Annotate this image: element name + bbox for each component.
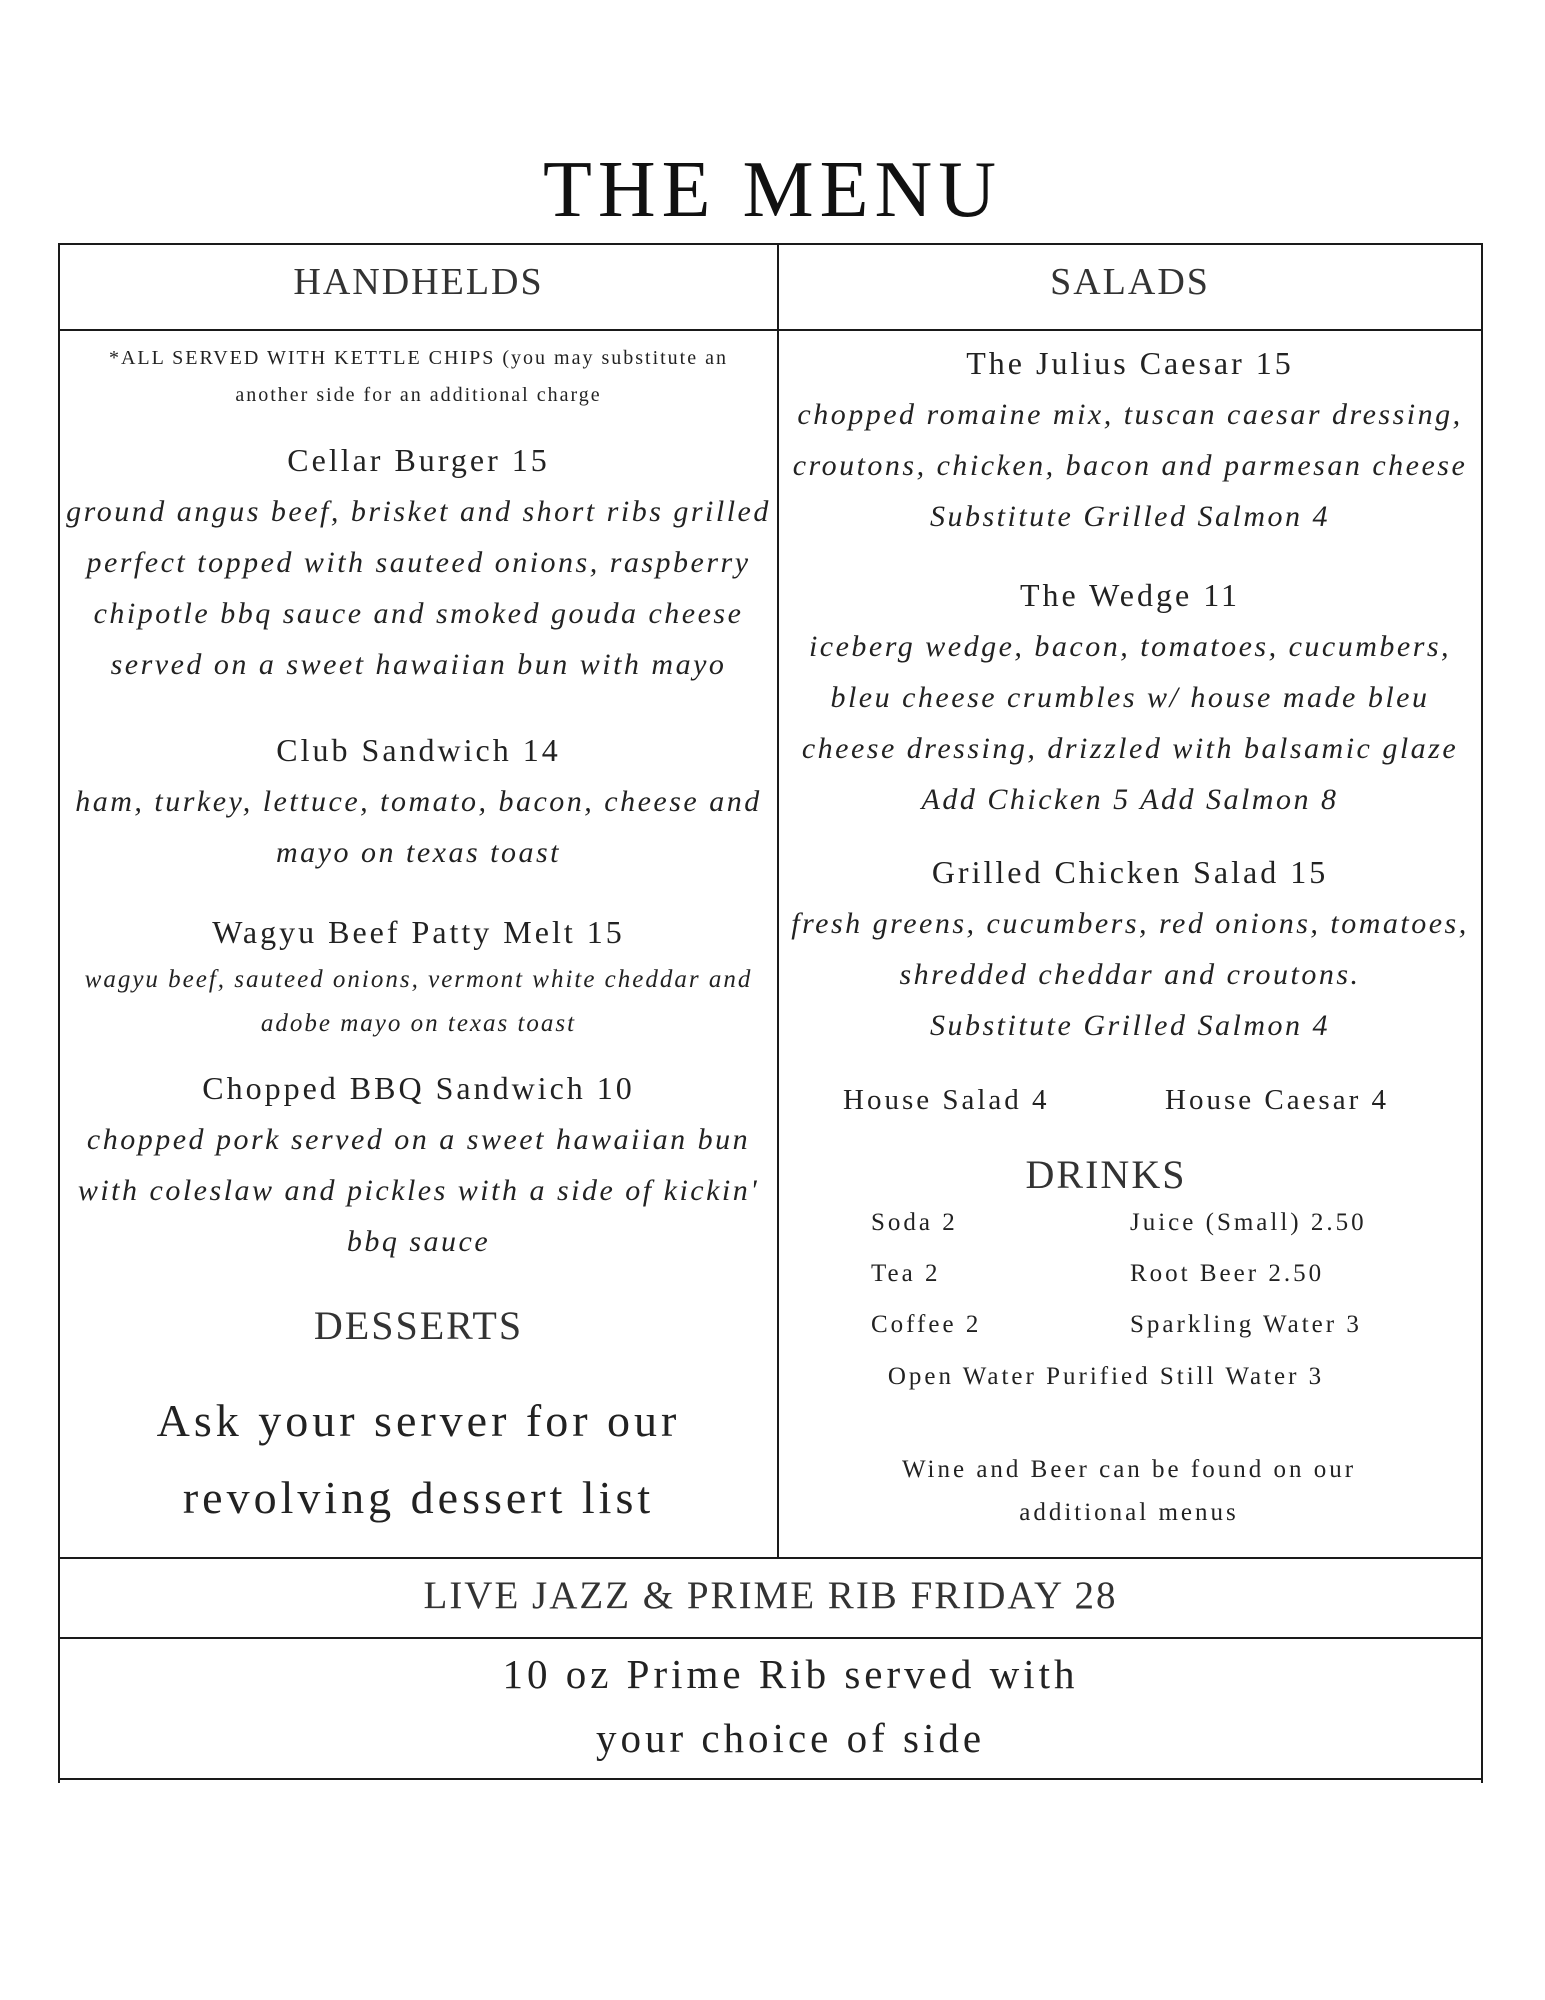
drink-item: Tea 2 — [871, 1260, 941, 1287]
side-house-caesar: House Caesar 4 — [1165, 1084, 1390, 1116]
drinks-note-line: additional menus — [1019, 1499, 1239, 1526]
table-border-top — [58, 243, 1483, 245]
special-header: LIVE JAZZ & PRIME RIB FRIDAY 28 — [423, 1574, 1118, 1617]
item-name: Club Sandwich 14 — [276, 732, 561, 768]
item-desc: ground angus beef, brisket and short ribs grilled — [66, 495, 771, 528]
desserts-line: revolving dessert list — [182, 1472, 655, 1523]
item-desc: chopped romaine mix, tuscan caesar dressing, — [797, 398, 1463, 431]
item-desc: Substitute Grilled Salmon 4 — [930, 1009, 1330, 1042]
item-desc: perfect topped with sauteed onions, raspberry — [86, 546, 751, 579]
item-desc: croutons, chicken, bacon and parmesan cheese — [792, 449, 1468, 482]
columns-bottom — [58, 1557, 1483, 1559]
drinks-note-line: Wine and Beer can be found on our — [901, 1456, 1357, 1483]
drinks-header: DRINKS — [1025, 1152, 1187, 1197]
desserts-text — [60, 1382, 777, 1536]
drinks-note — [829, 1448, 1429, 1534]
side-house-salad: House Salad 4 — [843, 1084, 1050, 1116]
item-name: The Julius Caesar 15 — [966, 345, 1294, 381]
header-divider — [58, 329, 1483, 331]
special-desc — [80, 1642, 1501, 1770]
item-desc: served on a sweet hawaiian bun with mayo — [110, 648, 727, 681]
special-desc-line: your choice of side — [595, 1715, 986, 1761]
menu-item-wedge — [779, 570, 1481, 825]
item-name: Chopped BBQ Sandwich 10 — [202, 1070, 635, 1106]
item-desc: bleu cheese crumbles w/ house made bleu — [830, 681, 1430, 714]
menu-item-julius-caesar — [779, 338, 1481, 542]
item-name: Grilled Chicken Salad 15 — [931, 854, 1329, 890]
note-line: *ALL SERVED WITH KETTLE CHIPS (you may substitute an — [108, 347, 728, 369]
drink-still-water: Open Water Purified Still Water 3 — [887, 1363, 1325, 1390]
menu-item-grilled-chicken-salad — [779, 847, 1481, 1051]
item-desc: Add Chicken 5 Add Salmon 8 — [921, 783, 1339, 816]
item-desc: chipotle bbq sauce and smoked gouda cheese — [93, 597, 744, 630]
table-border-bottom — [58, 1778, 1483, 1780]
item-desc: cheese dressing, drizzled with balsamic glaze — [801, 732, 1459, 765]
drink-item: Juice (Small) 2.50 — [1130, 1209, 1367, 1236]
menu-item-chopped-bbq — [60, 1063, 777, 1267]
item-desc: chopped pork served on a sweet hawaiian bun — [86, 1123, 751, 1156]
item-desc: mayo on texas toast — [276, 836, 561, 869]
note-line: another side for an additional charge — [235, 384, 602, 406]
item-desc: ham, turkey, lettuce, tomato, bacon, cheese and — [75, 785, 762, 818]
item-desc: bbq sauce — [346, 1225, 491, 1258]
item-desc: iceberg wedge, bacon, tomatoes, cucumbers, — [808, 630, 1452, 663]
special-desc-line: 10 oz Prime Rib served with — [502, 1651, 1079, 1697]
menu-item-cellar-burger — [60, 435, 777, 690]
item-name: Wagyu Beef Patty Melt 15 — [212, 914, 625, 950]
desserts-line: Ask your server for our — [156, 1395, 681, 1446]
table-border-right — [1481, 243, 1483, 1783]
item-name: Cellar Burger 15 — [287, 442, 550, 478]
desserts-header: DESSERTS — [313, 1303, 524, 1348]
drink-item: Coffee 2 — [871, 1311, 982, 1338]
item-desc: with coleslaw and pickles with a side of kickin' — [77, 1174, 760, 1207]
handhelds-header: HANDHELDS — [293, 261, 544, 303]
drink-item: Root Beer 2.50 — [1130, 1260, 1325, 1287]
item-desc: shredded cheddar and croutons. — [899, 958, 1361, 991]
item-desc: fresh greens, cucumbers, red onions, tomatoes, — [791, 907, 1469, 940]
salads-header: SALADS — [1050, 261, 1210, 303]
item-desc: Substitute Grilled Salmon 4 — [930, 500, 1330, 533]
special-divider — [58, 1637, 1483, 1639]
handhelds-note — [60, 340, 777, 414]
item-name: The Wedge 11 — [1019, 577, 1241, 613]
drink-item: Sparkling Water 3 — [1130, 1311, 1362, 1338]
menu-item-club-sandwich — [60, 725, 777, 878]
item-desc: wagyu beef, sauteed onions, vermont white cheddar and — [84, 966, 753, 993]
item-desc: adobe mayo on texas toast — [260, 1010, 577, 1037]
menu-item-wagyu-melt — [60, 907, 777, 1046]
drink-item: Soda 2 — [871, 1209, 958, 1236]
page-title: THE MENU — [542, 146, 1003, 234]
